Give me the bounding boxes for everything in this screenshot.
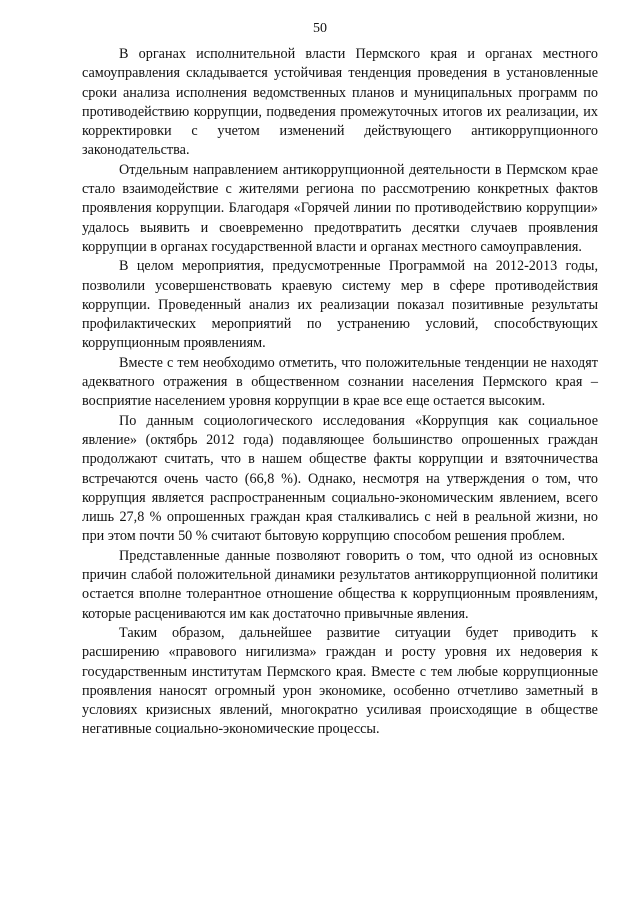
body-text: [82, 45, 598, 740]
paragraph-5: По данным социологического исследования «Коррупция как социальное явление» (октябрь 2012 года) подавляющее большинство опрошенных граждан продолжают считать, что в нашем обществе факты коррупции и взяточничества встречаются очень часто (66,8 %). Однако, несмотря на утверждения о том, что коррупция является распространенным социально-экономическим явлением, всего лишь 27,8 % опрошенных граждан края сталкивались с ней в реальной жизни, но при этом почти 50 % считают бытовую коррупцию способом решения проблем.: [82, 412, 598, 545]
paragraph-6: Представленные данные позволяют говорить о том, что одной из основных причин слабой положительной динамики результатов антикоррупционной политики остается вполне толерантное отношение общества к коррупционным проявлениям, которые расцениваются им как достаточно привычные явления.: [82, 547, 598, 622]
page-number: 50: [313, 21, 327, 36]
paragraph-1: В органах исполнительной власти Пермского края и органах местного самоуправления складывается устойчивая тенденция проведения в установленные сроки анализа исполнения ведомственных планов и муниципальных программ по противодействию коррупции, подведения промежуточных итогов их реализации, их корректировки с учетом изменений действующего антикоррупционного законодательства.: [82, 46, 598, 159]
paragraph-4: Вместе с тем необходимо отметить, что положительные тенденции не находят адекватного отражения в общественном сознании населения Пермского края – восприятие населением уровня коррупции в крае все еще остается высоким.: [82, 354, 598, 410]
paragraph-7: Таким образом, дальнейшее развитие ситуации будет приводить к расширению «правового нигилизма» граждан и росту уровня их недоверия к государственным институтам Пермского края. Вместе с тем любые коррупционные проявления наносят огромный урон экономике, особенно отчетливо заметный в условиях кризисных явлений, многократно усиливая происходящие в обществе негативные социально-экономические процессы.: [82, 624, 598, 738]
paragraph-2: Отдельным направлением антикоррупционной деятельности в Пермском крае стало взаимодействие с жителями региона по рассмотрению конкретных фактов проявления коррупции. Благодаря «Горячей линии по противодействию коррупции» удалось выявить и своевременно предотвратить десятки случаев проявления коррупции в органах государственной власти и органах местного самоуправления.: [82, 161, 598, 255]
paragraph-3: В целом мероприятия, предусмотренные Программой на 2012-2013 годы, позволили усовершенствовать краевую систему мер в сфере противодействия коррупции. Проведенный анализ их реализации показал позитивные результаты профилактических мероприятий по устранению условий, способствующих коррупционным проявлениям.: [82, 258, 598, 352]
